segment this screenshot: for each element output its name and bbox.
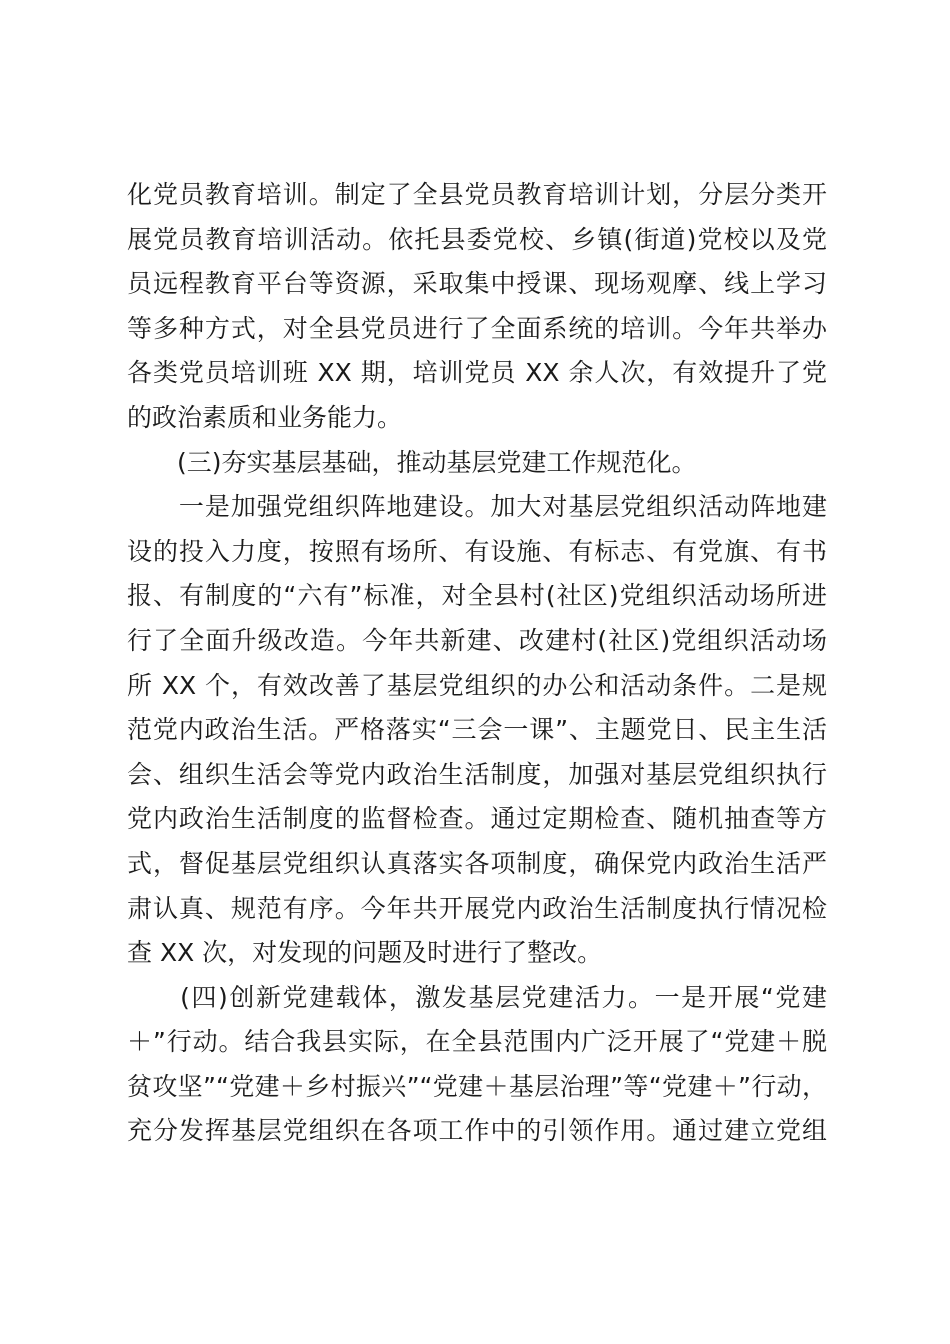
text-line: 一是加强党组织阵地建设。加大对基层党组织活动阵地建 [127, 492, 827, 522]
text-line: 范党内政治生活。严格落实“三会一课”、主题党日、民主生活 [127, 715, 827, 745]
text-line: 充分发挥基层党组织在各项工作中的引领作用。通过建立党组 [127, 1116, 827, 1146]
text-line: 党内政治生活制度的监督检查。通过定期检查、随机抽查等方 [127, 804, 827, 834]
text-line: 行了全面升级改造。今年共新建、改建村(社区)党组织活动场 [127, 625, 827, 655]
text-line: 设的投入力度，按照有场所、有设施、有标志、有党旗、有书 [127, 536, 827, 566]
text-line: ＋”行动。结合我县实际，在全县范围内广泛开展了“党建＋脱 [127, 1027, 827, 1057]
text-line: 员远程教育平台等资源，采取集中授课、现场观摩、线上学习 [127, 269, 827, 299]
document-body [127, 173, 827, 1154]
text-line: 等多种方式，对全县党员进行了全面系统的培训。今年共举办 [127, 313, 827, 343]
text-line: 贫攻坚”“党建＋乡村振兴”“党建＋基层治理”等“党建＋”行动， [127, 1071, 827, 1101]
text-line: 报、有制度的“六有”标准，对全县村(社区)党组织活动场所进 [127, 581, 827, 611]
text-line: 各类党员培训班 XX 期，培训党员 XX 余人次，有效提升了党 [127, 358, 827, 388]
text-line: 肃认真、规范有序。今年共开展党内政治生活制度执行情况检 [127, 893, 827, 923]
text-line: 化党员教育培训。制定了全县党员教育培训计划，分层分类开 [127, 180, 827, 209]
text-line: 会、组织生活会等党内政治生活制度，加强对基层党组织执行 [127, 759, 827, 789]
text-line: 查 XX 次，对发现的问题及时进行了整改。 [127, 938, 603, 968]
text-line: 展党员教育培训活动。依托县委党校、乡镇(街道)党校以及党 [127, 224, 827, 254]
text-line: 的政治素质和业务能力。 [127, 402, 403, 432]
section-heading: (四)创新党建载体，激发基层党建活力。一是开展“党建 [127, 982, 827, 1012]
section-heading: (三)夯实基层基础，推动基层党建工作规范化。 [127, 447, 697, 477]
text-line: 所 XX 个，有效改善了基层党组织的办公和活动条件。二是规 [127, 670, 827, 700]
text-line: 式，督促基层党组织认真落实各项制度，确保党内政治生活严 [127, 848, 827, 878]
